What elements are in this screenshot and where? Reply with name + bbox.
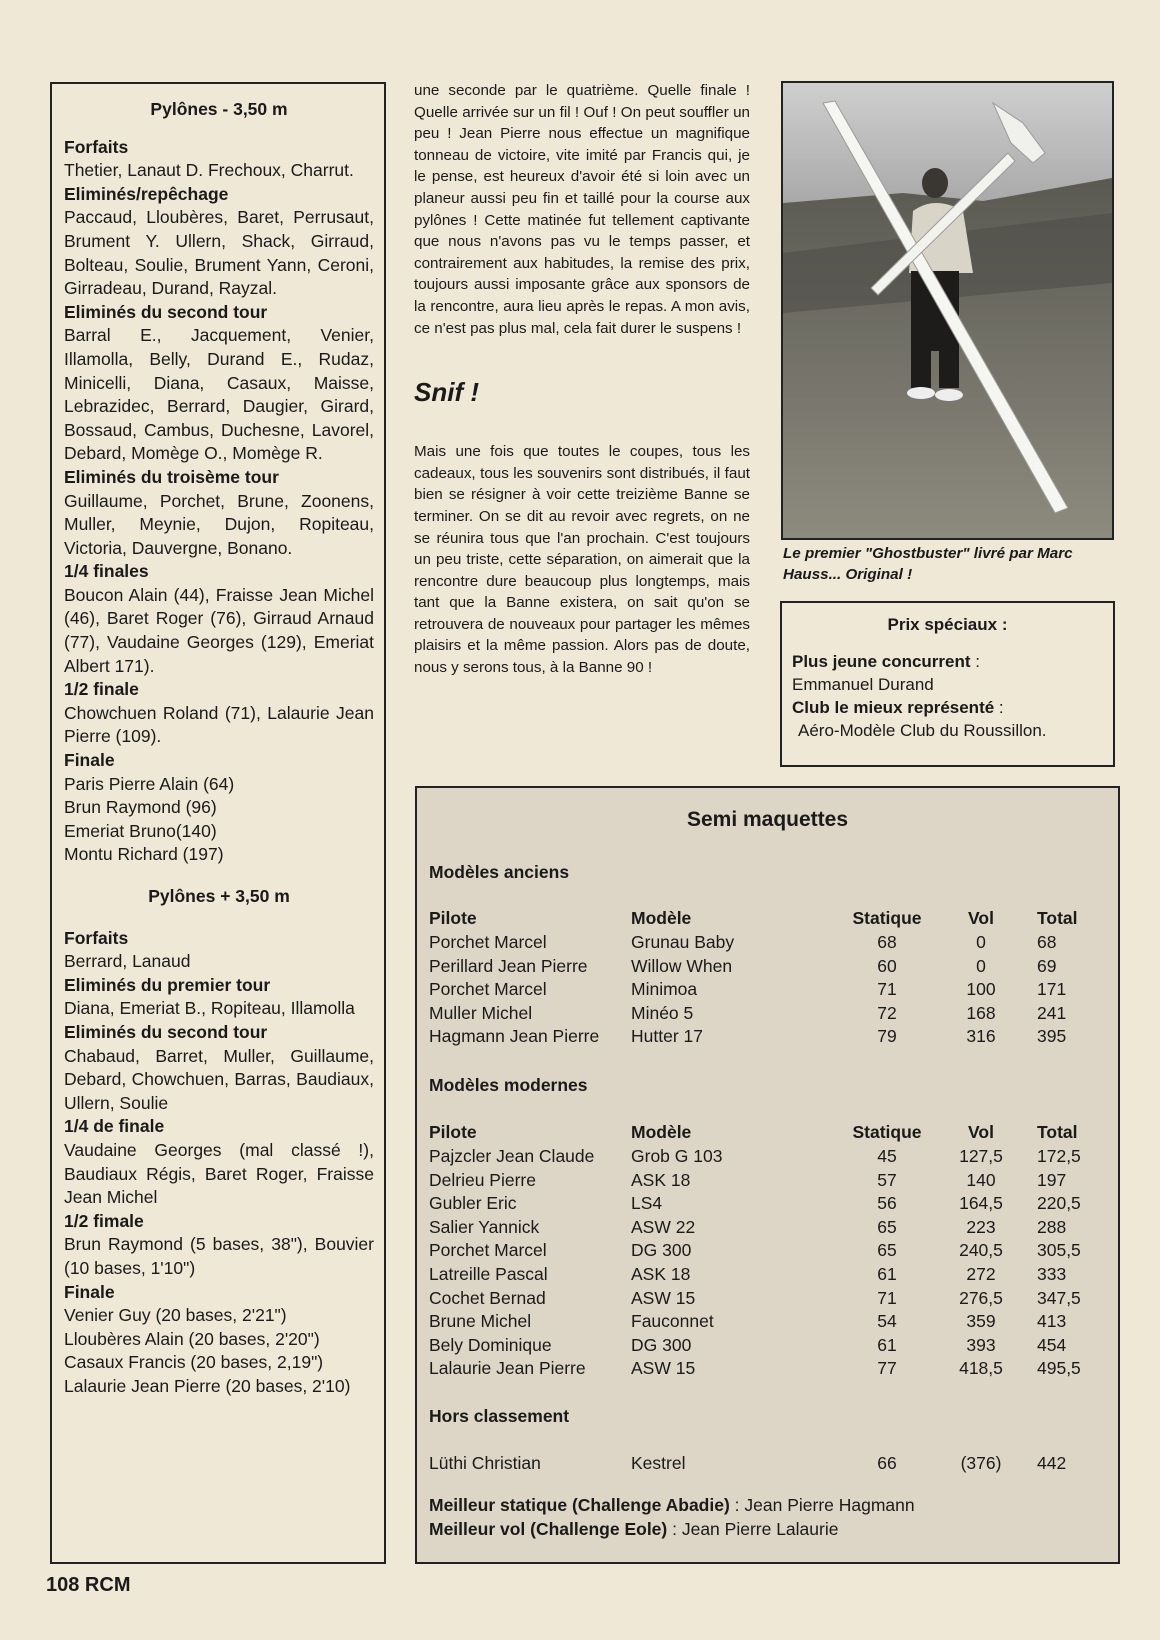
section-heading-hors-classement: Hors classement xyxy=(429,1406,570,1426)
table-row xyxy=(417,1146,1118,1170)
semi-maquettes-table xyxy=(415,786,1120,1564)
results-line: Brun Raymond (96) xyxy=(64,797,217,818)
table-cell: 220,5 xyxy=(1037,1193,1081,1214)
table-cell: 100 xyxy=(966,979,996,1000)
results-heading: 1/4 de finale xyxy=(64,1116,165,1137)
results-text: Brun Raymond (5 bases, 38"), Bouvier (10 bases, 1'10") xyxy=(64,1234,374,1278)
table-cell: 395 xyxy=(1037,1026,1067,1047)
special-prizes-title: Prix spéciaux : xyxy=(887,615,1008,634)
column-header: Statique xyxy=(852,908,922,928)
section-heading-modernes: Modèles modernes xyxy=(429,1075,588,1095)
table-cell: Hutter 17 xyxy=(631,1026,703,1047)
table-cell: 495,5 xyxy=(1037,1358,1081,1379)
table-cell: 272 xyxy=(966,1264,996,1284)
results-heading: Eliminés du second tour xyxy=(64,301,268,322)
table-cell: 454 xyxy=(1037,1334,1067,1355)
table-cell: Grunau Baby xyxy=(631,932,735,952)
article-subheading: Snif ! xyxy=(414,377,479,408)
table-cell: 71 xyxy=(877,1287,897,1308)
table-row xyxy=(417,1264,1118,1288)
table-cell: 0 xyxy=(976,955,986,976)
glider-photo xyxy=(781,81,1114,540)
table-cell: 168 xyxy=(966,1002,996,1023)
results-line: Paris Pierre Alain (64) xyxy=(64,773,235,794)
table-cell: Muller Michel xyxy=(429,1002,533,1023)
table-cell: Minéo 5 xyxy=(631,1002,694,1023)
article-paragraph: Mais une fois que toutes le coupes, tous les cadeaux, tous les souvenirs sont distribués, il faut bien se résigner à voir cette treizième Banne se terminer. On se dit au revoir avec regrets, on ne se réunira tous que l'an prochain. C'est toujours un peu triste, cette séparation, on aimerait que la rencontre dure beaucoup plus longtemps, mais tant que la Banne existera, on sait qu'on se retrouvera de nouveaux pour partager les mêmes plaisirs et la même passion. Alors pas de doute, nous y serons tous, à la Banne 90 ! xyxy=(414,443,750,677)
table-cell: 66 xyxy=(877,1453,897,1473)
column-header: Vol xyxy=(968,908,994,928)
table-cell: 442 xyxy=(1037,1453,1067,1473)
table-cell: 276,5 xyxy=(959,1287,1003,1308)
table-cell: 54 xyxy=(877,1311,897,1332)
results-text: Chabaud, Barret, Muller, Guillaume, Debard, Chowchuen, Barras, Baudiaux, Ullern, Soulie xyxy=(64,1045,374,1113)
column-header: Total xyxy=(1037,1122,1078,1142)
table-cell: ASW 15 xyxy=(631,1358,696,1379)
table-cell: 288 xyxy=(1037,1216,1067,1237)
results-heading: Eliminés du troisème tour xyxy=(64,466,279,487)
table-cell: 240,5 xyxy=(959,1240,1003,1261)
table-cell: ASW 22 xyxy=(631,1216,696,1237)
table-cell: 69 xyxy=(1037,955,1057,976)
table-cell: Perillard Jean Pierre xyxy=(429,955,588,976)
table-cell: LS4 xyxy=(631,1193,663,1214)
results-heading: Finale xyxy=(64,750,115,771)
column-header: Total xyxy=(1037,908,1078,928)
table-row xyxy=(417,1288,1118,1312)
table-row xyxy=(417,1026,1118,1050)
results-text: Barral E., Jacquement, Venier, Illamolla, Belly, Durand E., Rudaz, Minicelli, Diana, Casaux, Maisse, Lebrazidec, Berrard, Daugier, Girard, Bossaud, Cambus, Duchesne, Lavorel, Debard, Momège O., Momège R. xyxy=(64,325,374,464)
table-cell: 57 xyxy=(877,1169,897,1190)
table-cell: ASW 15 xyxy=(631,1287,696,1308)
table-cell: 418,5 xyxy=(959,1358,1003,1379)
table-cell: Porchet Marcel xyxy=(429,979,547,1000)
results-heading: Eliminés/repêchage xyxy=(64,183,229,204)
table-cell: 171 xyxy=(1037,979,1067,1000)
results-line: Lalaurie Jean Pierre (20 bases, 2'10) xyxy=(64,1375,351,1396)
table-cell: 305,5 xyxy=(1037,1240,1081,1261)
section-heading-anciens: Modèles anciens xyxy=(429,862,570,882)
table-row xyxy=(417,1358,1118,1382)
results-list-pylones-plus xyxy=(64,927,374,1399)
table-cell: 223 xyxy=(966,1216,996,1237)
table-cell: ASK 18 xyxy=(631,1169,691,1190)
results-line: Montu Richard (197) xyxy=(64,844,224,865)
table-cell: 347,5 xyxy=(1037,1287,1081,1308)
table-cell: 79 xyxy=(877,1026,897,1047)
results-text: Berrard, Lanaud xyxy=(64,951,191,972)
results-heading: Forfaits xyxy=(64,136,129,157)
table-cell: Lalaurie Jean Pierre xyxy=(429,1358,586,1379)
table-row xyxy=(417,1217,1118,1241)
table-cell: Bely Dominique xyxy=(429,1334,552,1355)
table-cell: Lüthi Christian xyxy=(429,1453,541,1473)
table-cell: 316 xyxy=(966,1026,996,1047)
column-header: Statique xyxy=(852,1122,922,1142)
table-cell: Latreille Pascal xyxy=(429,1264,548,1284)
results-heading: 1/2 fimale xyxy=(64,1210,144,1231)
table-row xyxy=(417,1453,1118,1477)
results-text: Paccaud, Lloubères, Baret, Perrusaut, Brument Y. Ullern, Shack, Girraud, Bolteau, Soulie, Brument Yann, Ceroni, Girradeau, Durand, Rayzal. xyxy=(64,207,374,299)
table-cell: 413 xyxy=(1037,1311,1067,1332)
special-prizes-box: Prix spéciaux : Plus jeune concurrent : Emmanuel Durand Club le mieux représenté : Aéro-Modèle Club du Roussillon. xyxy=(780,601,1115,767)
column-header: Pilote xyxy=(429,908,477,928)
results-text: Thetier, Lanaut D. Frechoux, Charrut. xyxy=(64,160,354,181)
best-static: Meilleur statique (Challenge Abadie) : Jean Pierre Hagmann xyxy=(429,1495,915,1515)
table-cell: Kestrel xyxy=(631,1453,686,1473)
table-cell: 60 xyxy=(877,955,897,976)
table-cell: DG 300 xyxy=(631,1334,692,1355)
table-row xyxy=(417,932,1118,956)
results-line: Lloubères Alain (20 bases, 2'20") xyxy=(64,1328,320,1349)
table-cell: 61 xyxy=(877,1334,897,1355)
column-header: Modèle xyxy=(631,908,692,928)
article-paragraph: une seconde par le quatrième. Quelle finale ! Quelle arrivée sur un fil ! Ouf ! On peut souffler un peu ! Jean Pierre nous effectue un magnifique tonneau de victoire, vite imité par Francis qui, je le pense, est heureux d'avoir été si loin avec un planeur aussi peu fin et taillé pour la course aux pylônes ! Cette matinée fut tellement captivante que nous n'avons pas vu le temps passer, et contrairement aux habitudes, la remise des prix, toujours aussi imposante grâce aux sponsors de la rencontre, aura lieu après le repas. A mon avis, ce n'est pas plus mal, cela fait durer le suspens ! xyxy=(414,82,750,337)
table-cell: 127,5 xyxy=(959,1146,1003,1166)
results-list-pylones-minus xyxy=(64,136,374,867)
table-header-row xyxy=(417,908,1118,932)
table-cell: 393 xyxy=(966,1334,996,1355)
table-cell: 241 xyxy=(1037,1002,1067,1023)
column-header: Vol xyxy=(968,1122,994,1142)
results-heading: Eliminés du premier tour xyxy=(64,974,271,995)
table-cell: Fauconnet xyxy=(631,1311,714,1332)
results-heading: Forfaits xyxy=(64,927,129,948)
prize-value-best-club: Aéro-Modèle Club du Roussillon. xyxy=(798,721,1047,740)
results-text: Chowchuen Roland (71), Lalaurie Jean Pierre (109). xyxy=(64,702,374,747)
table-row xyxy=(417,1240,1118,1264)
table-cell: Delrieu Pierre xyxy=(429,1169,536,1190)
prize-label-youngest: Plus jeune concurrent xyxy=(792,652,971,671)
table-cell: DG 300 xyxy=(631,1240,692,1261)
photo-caption: Le premier "Ghostbuster" livré par Marc Hauss... Original ! xyxy=(783,545,1073,583)
table-cell: 45 xyxy=(877,1146,897,1166)
table-cell: Willow When xyxy=(631,955,733,976)
results-heading: 1/2 finale xyxy=(64,679,139,700)
table-row xyxy=(417,1003,1118,1027)
table-row xyxy=(417,1335,1118,1359)
column-header: Pilote xyxy=(429,1122,477,1142)
results-text: Guillaume, Porchet, Brune, Zoonens, Muller, Meynie, Dujon, Ropiteau, Victoria, Dauvergne, Bonano. xyxy=(64,490,374,558)
section-title-pylones-plus: Pylônes + 3,50 m xyxy=(148,886,290,906)
table-cell: 333 xyxy=(1037,1264,1067,1284)
table-header-row xyxy=(417,1122,1118,1146)
table-row xyxy=(417,1170,1118,1194)
table-cell: Salier Yannick xyxy=(429,1216,540,1237)
prize-label-best-club: Club le mieux représenté xyxy=(792,698,995,717)
table-cell: Brune Michel xyxy=(429,1311,532,1332)
results-heading: Finale xyxy=(64,1281,115,1302)
table-cell: Porchet Marcel xyxy=(429,932,547,952)
table-cell: 172,5 xyxy=(1037,1146,1081,1166)
table-cell: 68 xyxy=(877,932,897,952)
table-cell: 61 xyxy=(877,1264,897,1284)
results-box-pylones xyxy=(50,82,386,1564)
prize-value-youngest: Emmanuel Durand xyxy=(792,675,934,694)
results-line: Venier Guy (20 bases, 2'21") xyxy=(64,1305,287,1326)
results-text: Boucon Alain (44), Fraisse Jean Michel (46), Baret Roger (76), Girraud Arnaud (77), Vaudaine Georges (129), Emeriat Albert 171). xyxy=(64,584,374,676)
table-cell: 65 xyxy=(877,1216,897,1237)
best-flight: Meilleur vol (Challenge Eole) : Jean Pierre Lalaurie xyxy=(429,1519,839,1539)
table-cell: 72 xyxy=(877,1002,897,1023)
results-text: Diana, Emeriat B., Ropiteau, Illamolla xyxy=(64,998,355,1019)
table-cell: 359 xyxy=(966,1311,996,1332)
table-cell: 68 xyxy=(1037,932,1057,952)
table-cell: 65 xyxy=(877,1240,897,1261)
article-column xyxy=(414,80,750,679)
page-footer: 108 RCM xyxy=(46,1574,131,1596)
column-header: Modèle xyxy=(631,1122,692,1142)
results-line: Emeriat Bruno(140) xyxy=(64,820,217,841)
results-heading: Eliminés du second tour xyxy=(64,1021,268,1042)
table-row xyxy=(417,979,1118,1003)
table-row xyxy=(417,1193,1118,1217)
table-cell: Gubler Eric xyxy=(429,1193,517,1214)
results-line: Casaux Francis (20 bases, 2,19") xyxy=(64,1352,324,1373)
table-cell: 0 xyxy=(976,932,986,952)
table-cell: Minimoa xyxy=(631,979,698,1000)
table-title: Semi maquettes xyxy=(686,808,849,831)
table-cell: (376) xyxy=(960,1453,1002,1473)
section-title-pylones-minus: Pylônes - 3,50 m xyxy=(150,99,288,119)
table-cell: 140 xyxy=(966,1169,996,1190)
table-cell: 71 xyxy=(877,979,897,1000)
table-cell: 77 xyxy=(877,1358,897,1379)
table-row xyxy=(417,956,1118,980)
table-cell: 197 xyxy=(1037,1169,1067,1190)
table-cell: Grob G 103 xyxy=(631,1146,723,1166)
table-cell: Hagmann Jean Pierre xyxy=(429,1026,600,1047)
table-cell: Porchet Marcel xyxy=(429,1240,547,1261)
table-cell: 164,5 xyxy=(959,1193,1003,1214)
table-row xyxy=(417,1311,1118,1335)
results-heading: 1/4 finales xyxy=(64,561,149,582)
results-text: Vaudaine Georges (mal classé !), Baudiaux Régis, Baret Roger, Fraisse Jean Michel xyxy=(64,1139,374,1208)
table-cell: Pajzcler Jean Claude xyxy=(429,1146,595,1166)
table-cell: ASK 18 xyxy=(631,1264,691,1284)
table-cell: Cochet Bernad xyxy=(429,1287,546,1308)
table-cell: 56 xyxy=(877,1193,897,1214)
